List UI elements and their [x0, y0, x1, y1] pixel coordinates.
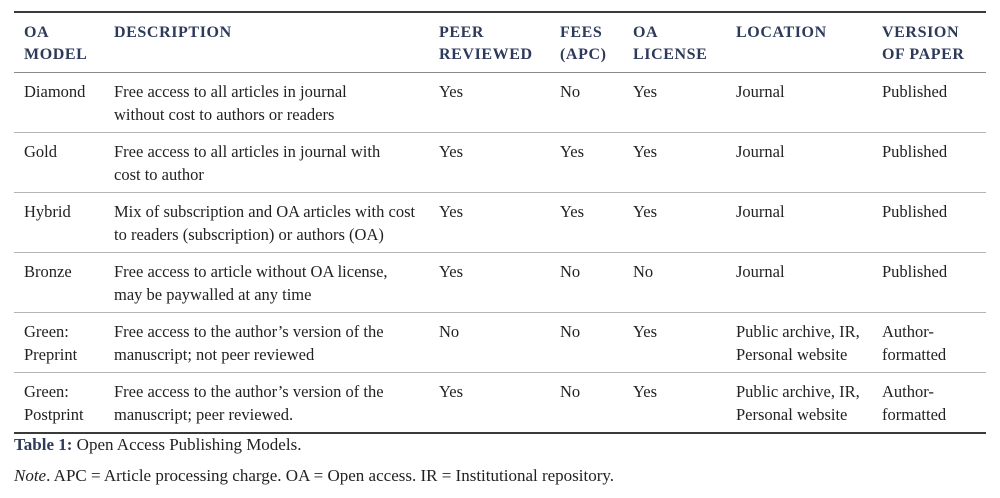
cell-description: Free access to article without OA license, may be paywalled at any time — [104, 253, 429, 313]
cell-oa-license: Yes — [633, 382, 658, 401]
cell-location: Public archive, IR, Personal website — [726, 313, 872, 373]
cell-oa-model: Green: Postprint — [24, 382, 84, 424]
cell-oa-license: Yes — [623, 193, 726, 253]
cell-oa-model: Diamond — [14, 73, 104, 133]
cell-oa-model: Green: Preprint — [14, 313, 104, 373]
note-label: Note — [14, 466, 47, 485]
table-row — [14, 313, 986, 373]
header-description: DESCRIPTION — [104, 12, 429, 73]
cell-description: Free access to the author’s version of the manuscript; peer reviewed. — [114, 382, 384, 424]
cell-version: Author- formatted — [872, 313, 986, 373]
header-oa-model: OA MODEL — [14, 12, 104, 73]
header-location: LOCATION — [726, 12, 872, 73]
oa-models-table-container — [14, 11, 986, 434]
cell-version: Author- formatted — [882, 382, 947, 424]
cell-fees: Yes — [550, 193, 623, 253]
table-note — [14, 464, 614, 488]
cell-peer-reviewed: Yes — [429, 193, 550, 253]
table-caption — [14, 433, 301, 457]
cell-peer-reviewed: Yes — [429, 73, 550, 133]
cell-fees: Yes — [550, 133, 623, 193]
cell-version: Published — [872, 73, 986, 133]
cell-peer-reviewed: No — [429, 313, 550, 373]
cell-location: Journal — [726, 133, 872, 193]
table-row — [14, 373, 986, 434]
cell-oa-model: Bronze — [14, 253, 104, 313]
table-row — [14, 133, 986, 193]
caption-text: Open Access Publishing Models. — [72, 435, 302, 454]
cell-oa-license: No — [623, 253, 726, 313]
cell-version: Published — [872, 133, 986, 193]
header-peer-reviewed: PEER REVIEWED — [429, 12, 550, 73]
table-header — [14, 12, 986, 73]
cell-oa-license: Yes — [623, 73, 726, 133]
cell-description: Mix of subscription and OA articles with cost to readers (subscription) or authors (OA) — [104, 193, 429, 253]
cell-fees: No — [560, 382, 581, 401]
table-row — [14, 253, 986, 313]
cell-peer-reviewed: Yes — [439, 382, 464, 401]
cell-oa-model: Gold — [14, 133, 104, 193]
cell-oa-license: Yes — [623, 133, 726, 193]
cell-fees: No — [550, 253, 623, 313]
cell-location: Journal — [726, 253, 872, 313]
header-fees-apc: FEES (APC) — [550, 12, 623, 73]
cell-description: Free access to all articles in journal without cost to authors or readers — [104, 73, 429, 133]
cell-fees: No — [550, 313, 623, 373]
cell-location: Public archive, IR, Personal website — [736, 382, 860, 424]
cell-location: Journal — [726, 73, 872, 133]
table-body — [14, 73, 986, 434]
note-text: . APC = Article processing charge. OA = Open access. IR = Institutional repository. — [46, 466, 615, 485]
cell-version: Published — [872, 193, 986, 253]
cell-peer-reviewed: Yes — [429, 133, 550, 193]
header-version-of-paper: VERSION OF PAPER — [872, 12, 986, 73]
cell-fees: No — [550, 73, 623, 133]
header-oa-license: OA LICENSE — [623, 12, 726, 73]
table-row — [14, 193, 986, 253]
cell-oa-model: Hybrid — [14, 193, 104, 253]
cell-description: Free access to all articles in journal with cost to author — [104, 133, 429, 193]
oa-models-table — [14, 11, 986, 434]
table-row — [14, 73, 986, 133]
header-row — [14, 12, 986, 73]
caption-label: Table 1: — [14, 435, 73, 454]
cell-oa-license: Yes — [623, 313, 726, 373]
cell-location: Journal — [726, 193, 872, 253]
cell-description: Free access to the author’s version of the manuscript; not peer reviewed — [104, 313, 429, 373]
cell-peer-reviewed: Yes — [429, 253, 550, 313]
cell-version: Published — [872, 253, 986, 313]
